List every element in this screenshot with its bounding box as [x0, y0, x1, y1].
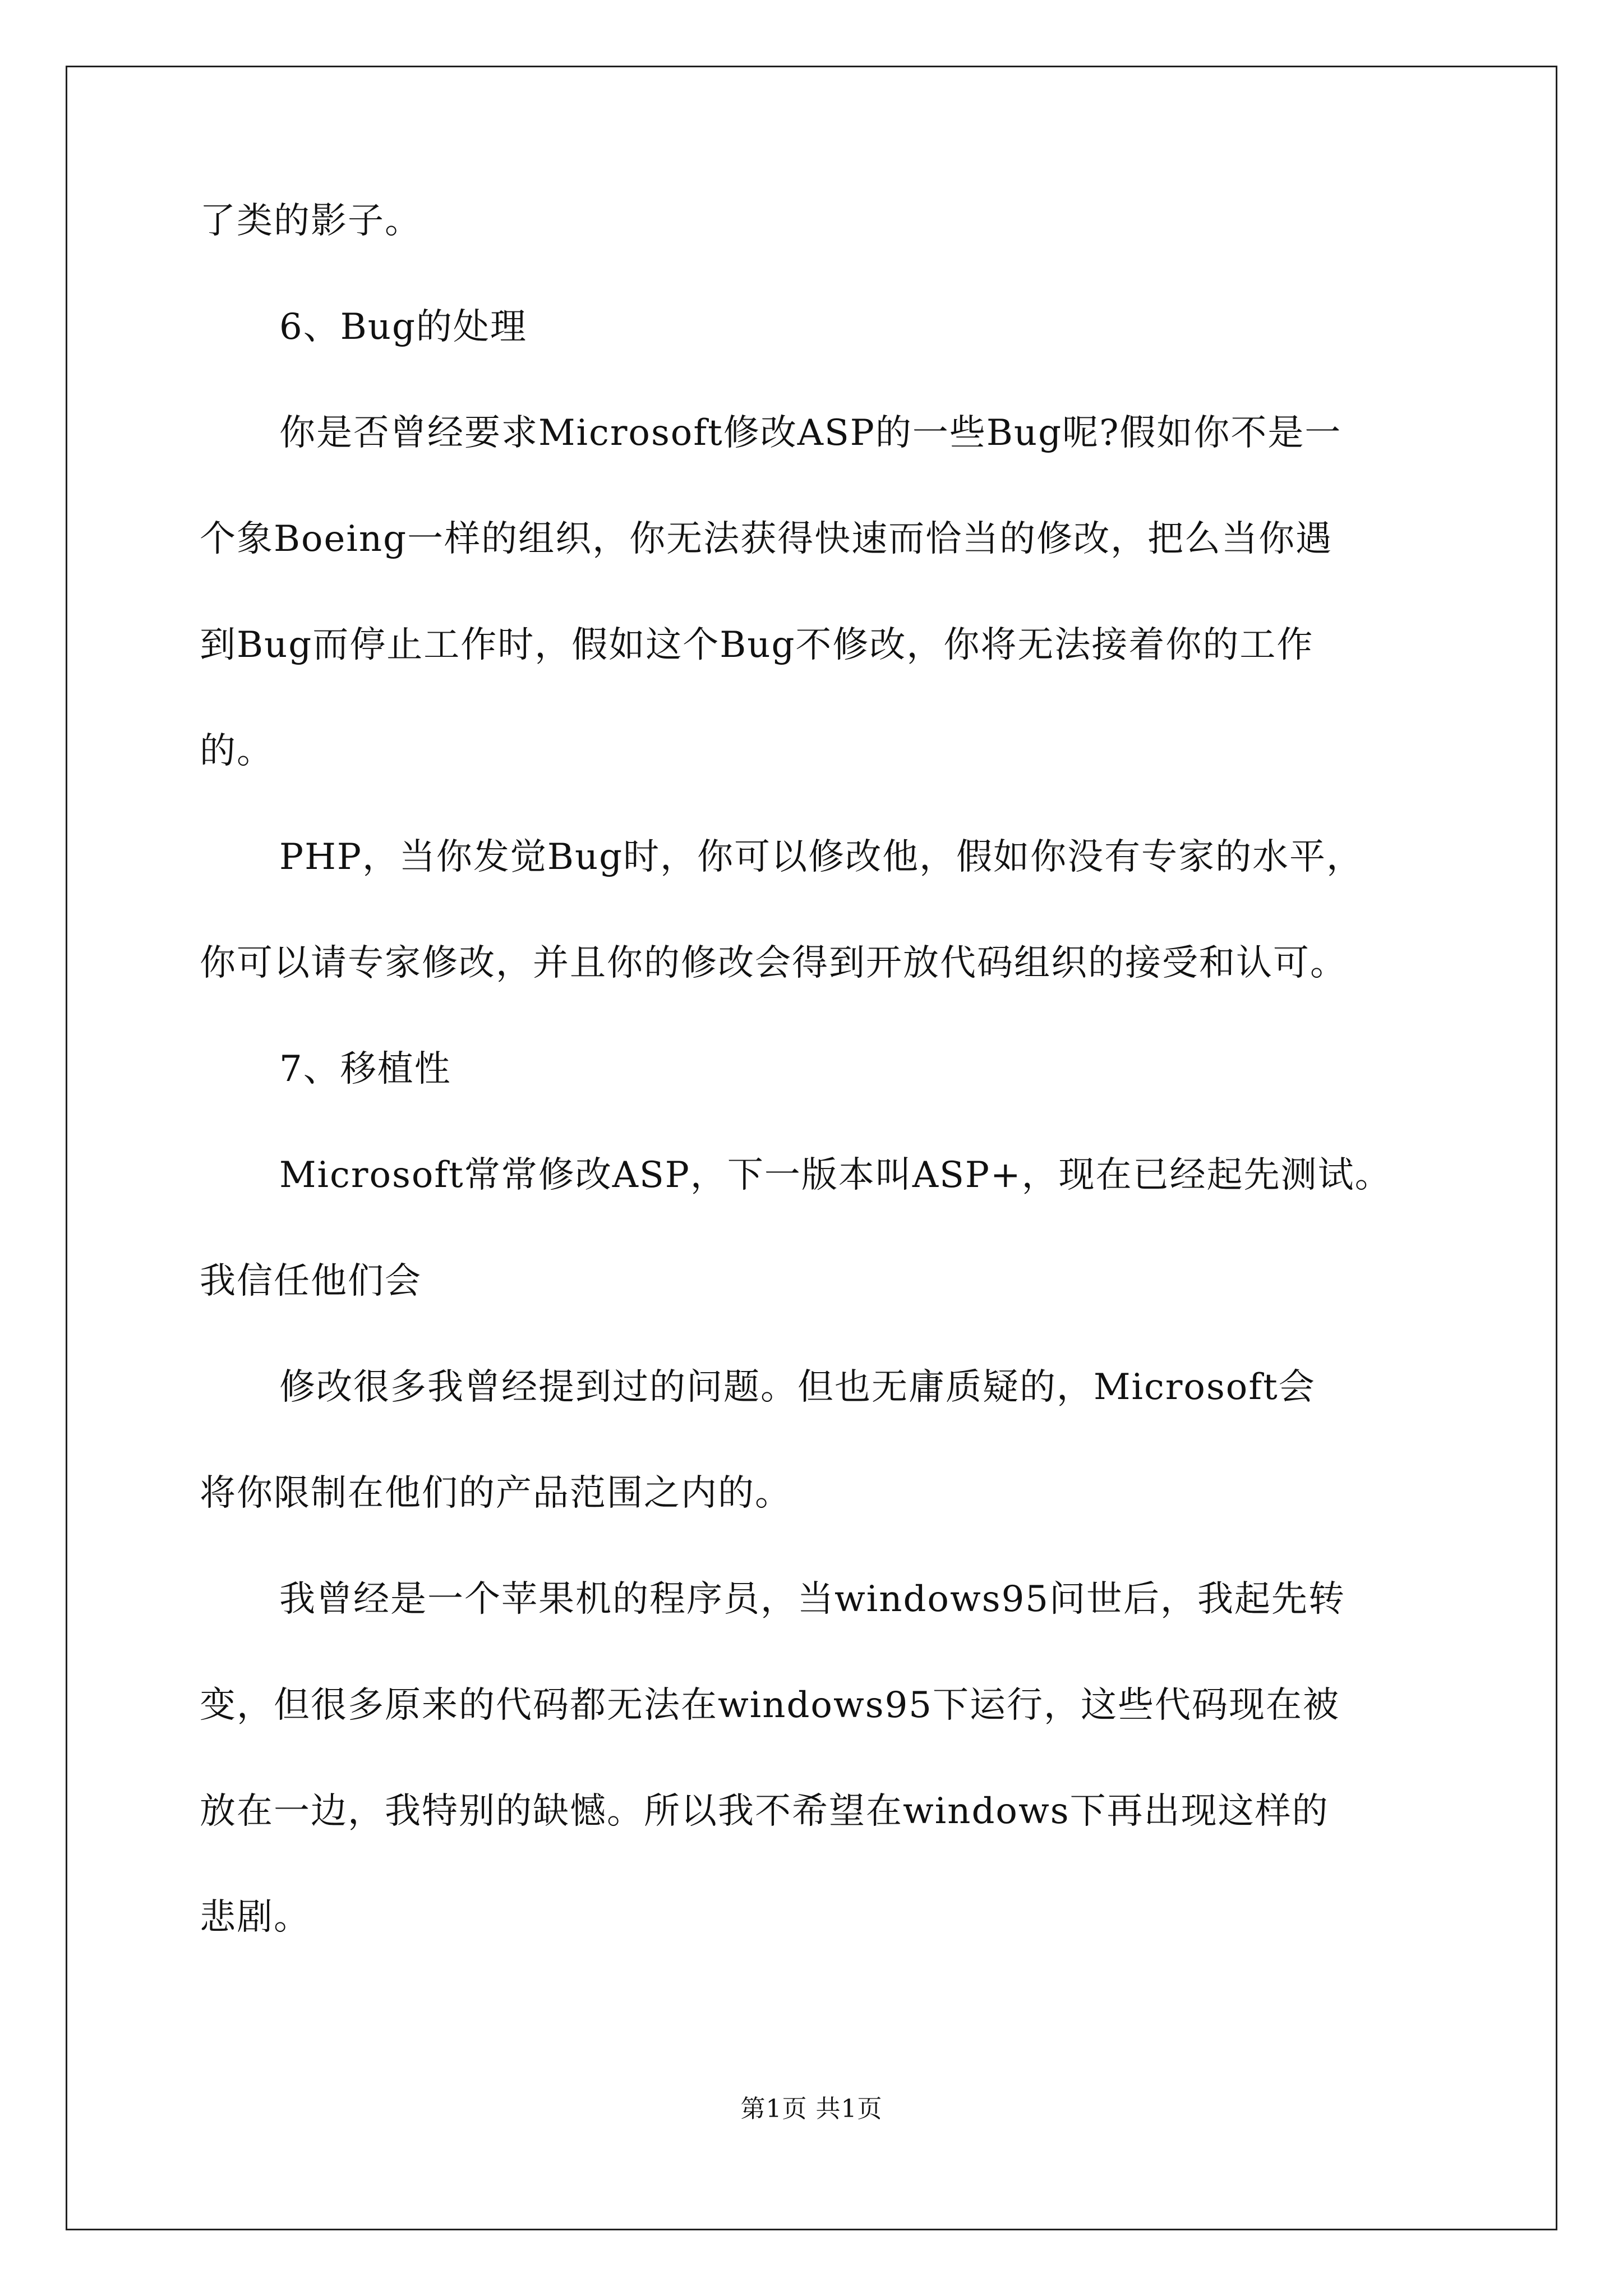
section-heading-bug: 6、Bug的处理 — [279, 306, 527, 348]
body-line: 将你限制在他们的产品范围之内的。 — [200, 1473, 792, 1514]
body-line: 了类的影子。 — [200, 200, 422, 242]
body-line: 悲剧。 — [200, 1897, 311, 1938]
body-line: 你是否曾经要求Microsoft修改ASP的一些Bug呢?假如你不是一 — [279, 412, 1342, 454]
page-footer: 第1页 共1页 — [740, 2095, 883, 2123]
body-line: 放在一边，我特别的缺憾。所以我不希望在windows下再出现这样的 — [200, 1791, 1329, 1832]
body-line: Microsoft常常修改ASP，下一版本叫ASP+，现在已经起先测试。 — [279, 1154, 1392, 1196]
document-body — [200, 200, 1439, 2005]
body-line: 到Bug而停止工作时，假如这个Bug不修改，你将无法接着你的工作 — [200, 624, 1314, 666]
body-line: 修改很多我曾经提到过的问题。但也无庸质疑的，Microsoft会 — [279, 1366, 1316, 1408]
body-line: 的。 — [200, 730, 274, 772]
body-line: 我信任他们会 — [200, 1260, 422, 1302]
body-line: 我曾经是一个苹果机的程序员，当windows95问世后，我起先转 — [279, 1579, 1346, 1620]
section-heading-portability: 7、移植性 — [279, 1048, 451, 1090]
body-line: 个象Boeing一样的组织，你无法获得快速而恰当的修改，把么当你遇 — [200, 518, 1333, 560]
body-line: PHP，当你发觉Bug时，你可以修改他，假如你没有专家的水平， — [279, 836, 1364, 878]
body-line: 你可以请专家修改，并且你的修改会得到开放代码组织的接受和认可。 — [200, 942, 1347, 984]
body-line: 变，但很多原来的代码都无法在windows95下运行，这些代码现在被 — [200, 1685, 1340, 1726]
